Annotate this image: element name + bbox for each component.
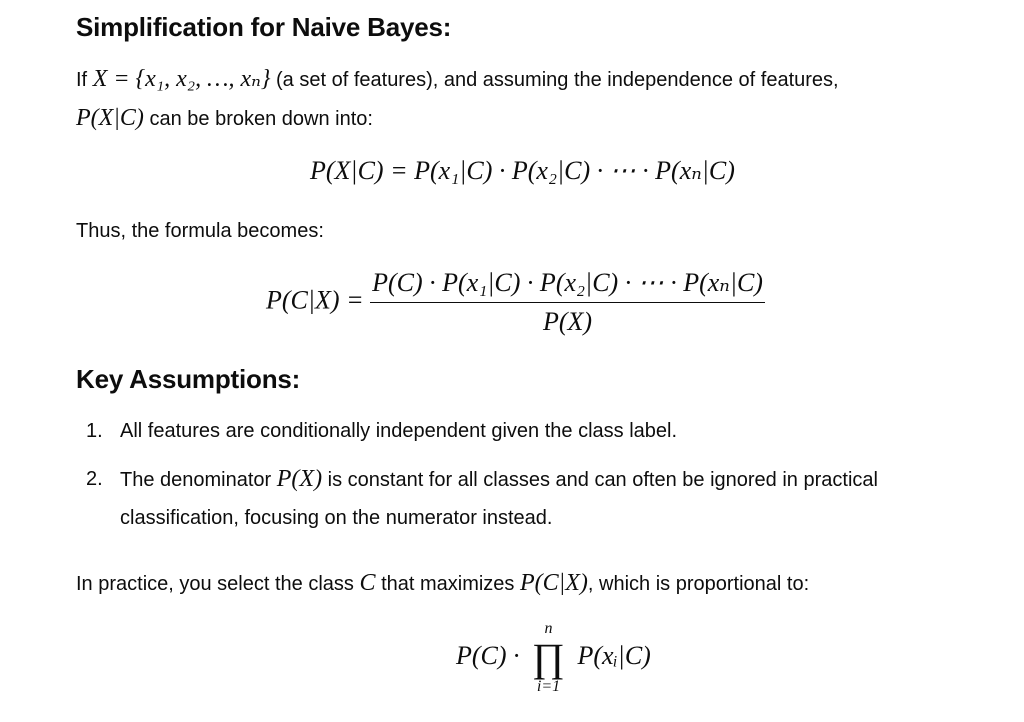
posterior-lhs: P(C|X) =: [266, 285, 364, 315]
list-item-number: 1.: [86, 420, 103, 442]
section-heading-key-assumptions: Key Assumptions:: [76, 364, 301, 394]
intro-line2-text: can be broken down into:: [149, 108, 373, 130]
class-math: C: [359, 570, 376, 596]
product-lower-limit: i=1: [536, 678, 561, 695]
posterior-math: P(C|X): [520, 570, 588, 596]
conclusion-text-c: , which is proportional to:: [587, 573, 810, 595]
posterior-numerator: P(C) · P(x₁|C) · P(x₂|C) · ⋯ · P(xₙ|C): [370, 268, 765, 303]
evidence-math: P(X): [276, 466, 323, 492]
list-item-number: 2.: [86, 468, 103, 490]
likelihood-math: P(X|C): [76, 105, 144, 131]
list-item-text-after: is constant for all classes and can often be ignored in practical classification, focusing on the numerator instead.: [120, 469, 878, 529]
equation-posterior: [266, 268, 765, 337]
feature-set-math: X = {x₁, x₂, …, xₙ}: [92, 66, 271, 92]
intro-prefix: If: [76, 69, 88, 91]
conclusion-text-b: that maximizes: [381, 573, 515, 595]
list-item: [76, 460, 996, 537]
list-item-text-before: The denominator: [120, 469, 272, 491]
section-heading-simplification: Simplification for Naive Bayes:: [76, 12, 452, 42]
posterior-fraction: [370, 268, 765, 337]
equation-likelihood-factorization: P(X|C) = P(x₁|C) · P(x₂|C) · ⋯ · P(xₙ|C): [310, 156, 735, 185]
intro-suffix: (a set of features), and assuming the independence of features,: [276, 69, 839, 91]
posterior-denominator: P(X): [543, 307, 593, 336]
product-right: P(xᵢ|C): [577, 640, 651, 670]
intro-paragraph: [76, 60, 996, 138]
product-operator: [532, 620, 565, 696]
product-left: P(C) ·: [456, 640, 520, 670]
list-item-text: All features are conditionally independent given the class label.: [120, 420, 678, 442]
conclusion-text-a: In practice, you select the class: [76, 573, 354, 595]
list-item: [76, 412, 996, 450]
product-upper-limit: n: [544, 620, 553, 637]
conclusion-paragraph: [76, 564, 996, 603]
assumptions-list: [76, 412, 996, 537]
product-symbol: ∏: [532, 635, 565, 680]
equation-product: [456, 620, 651, 696]
thus-paragraph: Thus, the formula becomes:: [76, 220, 324, 242]
